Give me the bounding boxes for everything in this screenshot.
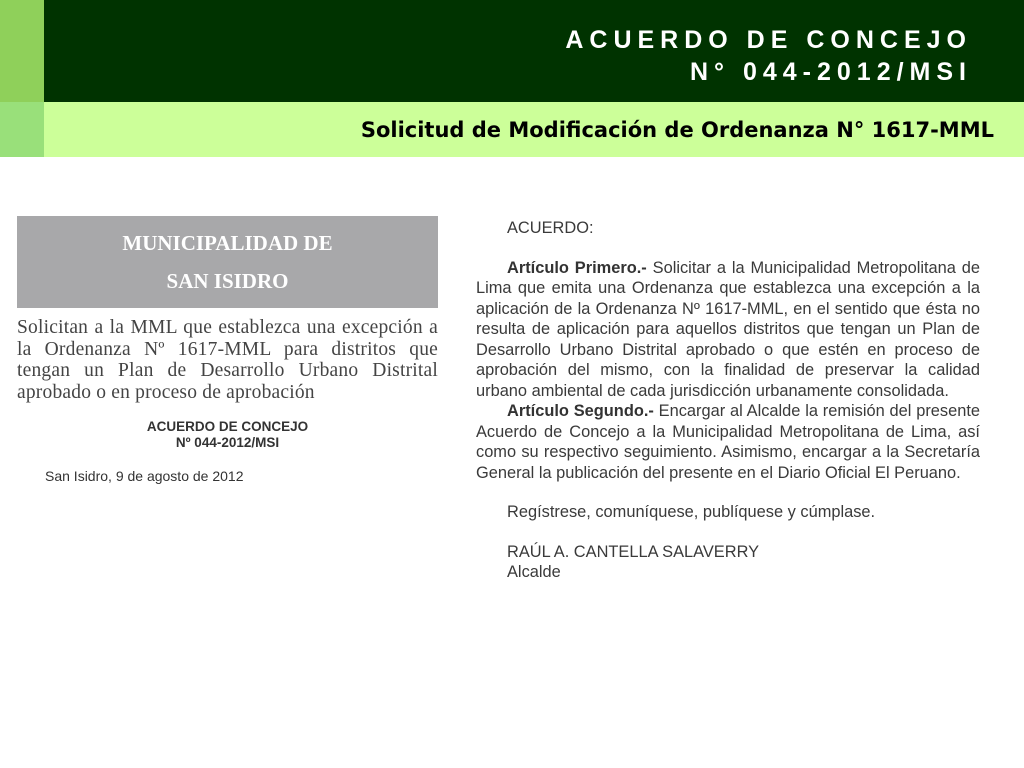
clipping-reference-line2: Nº 044-2012/MSI (175, 435, 280, 450)
article-first-label: Artículo Primero.- (507, 258, 647, 277)
clipping-reference (17, 419, 438, 451)
article-second-text: Encargar al Alcalde la remisión del presente Acuerdo de Concejo a la Municipalidad Metropolitana de Lima, así como su respectivo seguimiento. Asimismo, encargar a la Secretaría General la publicación del presente en el Diario Oficial El Peruano. (476, 402, 980, 482)
closing-formula: Regístrese, comuníquese, publíquese y cúmplase. (507, 503, 876, 521)
signer-name: RAÚL A. CANTELLA SALAVERRY (507, 542, 760, 561)
signature-block (476, 542, 980, 583)
article-first (476, 258, 980, 402)
article-second-label: Artículo Segundo.- (507, 402, 654, 420)
article-first-text: Solicitar a la Municipalidad Metropolitana de Lima que emita una Ordenanza que establezca una excepción a la aplicación de la Ordenanza Nº 1617-MML, en el sentido que ésta no resulta de aplicación para aquellos distritos que tengan un Plan de Desarrollo Urbano Distrital aprobado o que estén en proceso de aprobación del mismo, con la finalidad de preservar la calidad urbano ambiental de cada jurisdicción urbanamente consolidada. (476, 258, 980, 400)
slide-title-line1: ACUERDO DE CONCEJO (565, 26, 972, 54)
subtitle-accent-block (0, 102, 44, 157)
signer-title: Alcalde (507, 563, 561, 581)
municipality-name-line2: SAN ISIDRO (166, 269, 289, 293)
clipping-summary: Solicitan a la MML que establezca una excepción a la Ordenanza Nº 1617-MML para distritos que tengan un Plan de Desarrollo Urbano Distrital aprobado o en proceso de aprobación (17, 317, 438, 403)
clipping-reference-line1: ACUERDO DE CONCEJO (146, 419, 309, 434)
agreement-heading: ACUERDO: (507, 219, 594, 237)
header-accent-block (0, 0, 44, 102)
municipality-banner (17, 216, 438, 308)
municipality-name-line1: MUNICIPALIDAD DE (122, 231, 333, 255)
newspaper-clipping (17, 216, 438, 526)
slide-subtitle: Solicitud de Modificación de Ordenanza N° 1617-MML (360, 118, 994, 142)
article-second (476, 401, 980, 483)
agreement-text (476, 218, 980, 583)
slide-title (565, 24, 972, 88)
slide-title-line2: N° 044-2012/MSI (689, 58, 972, 86)
clipping-place-date: San Isidro, 9 de agosto de 2012 (45, 468, 244, 484)
